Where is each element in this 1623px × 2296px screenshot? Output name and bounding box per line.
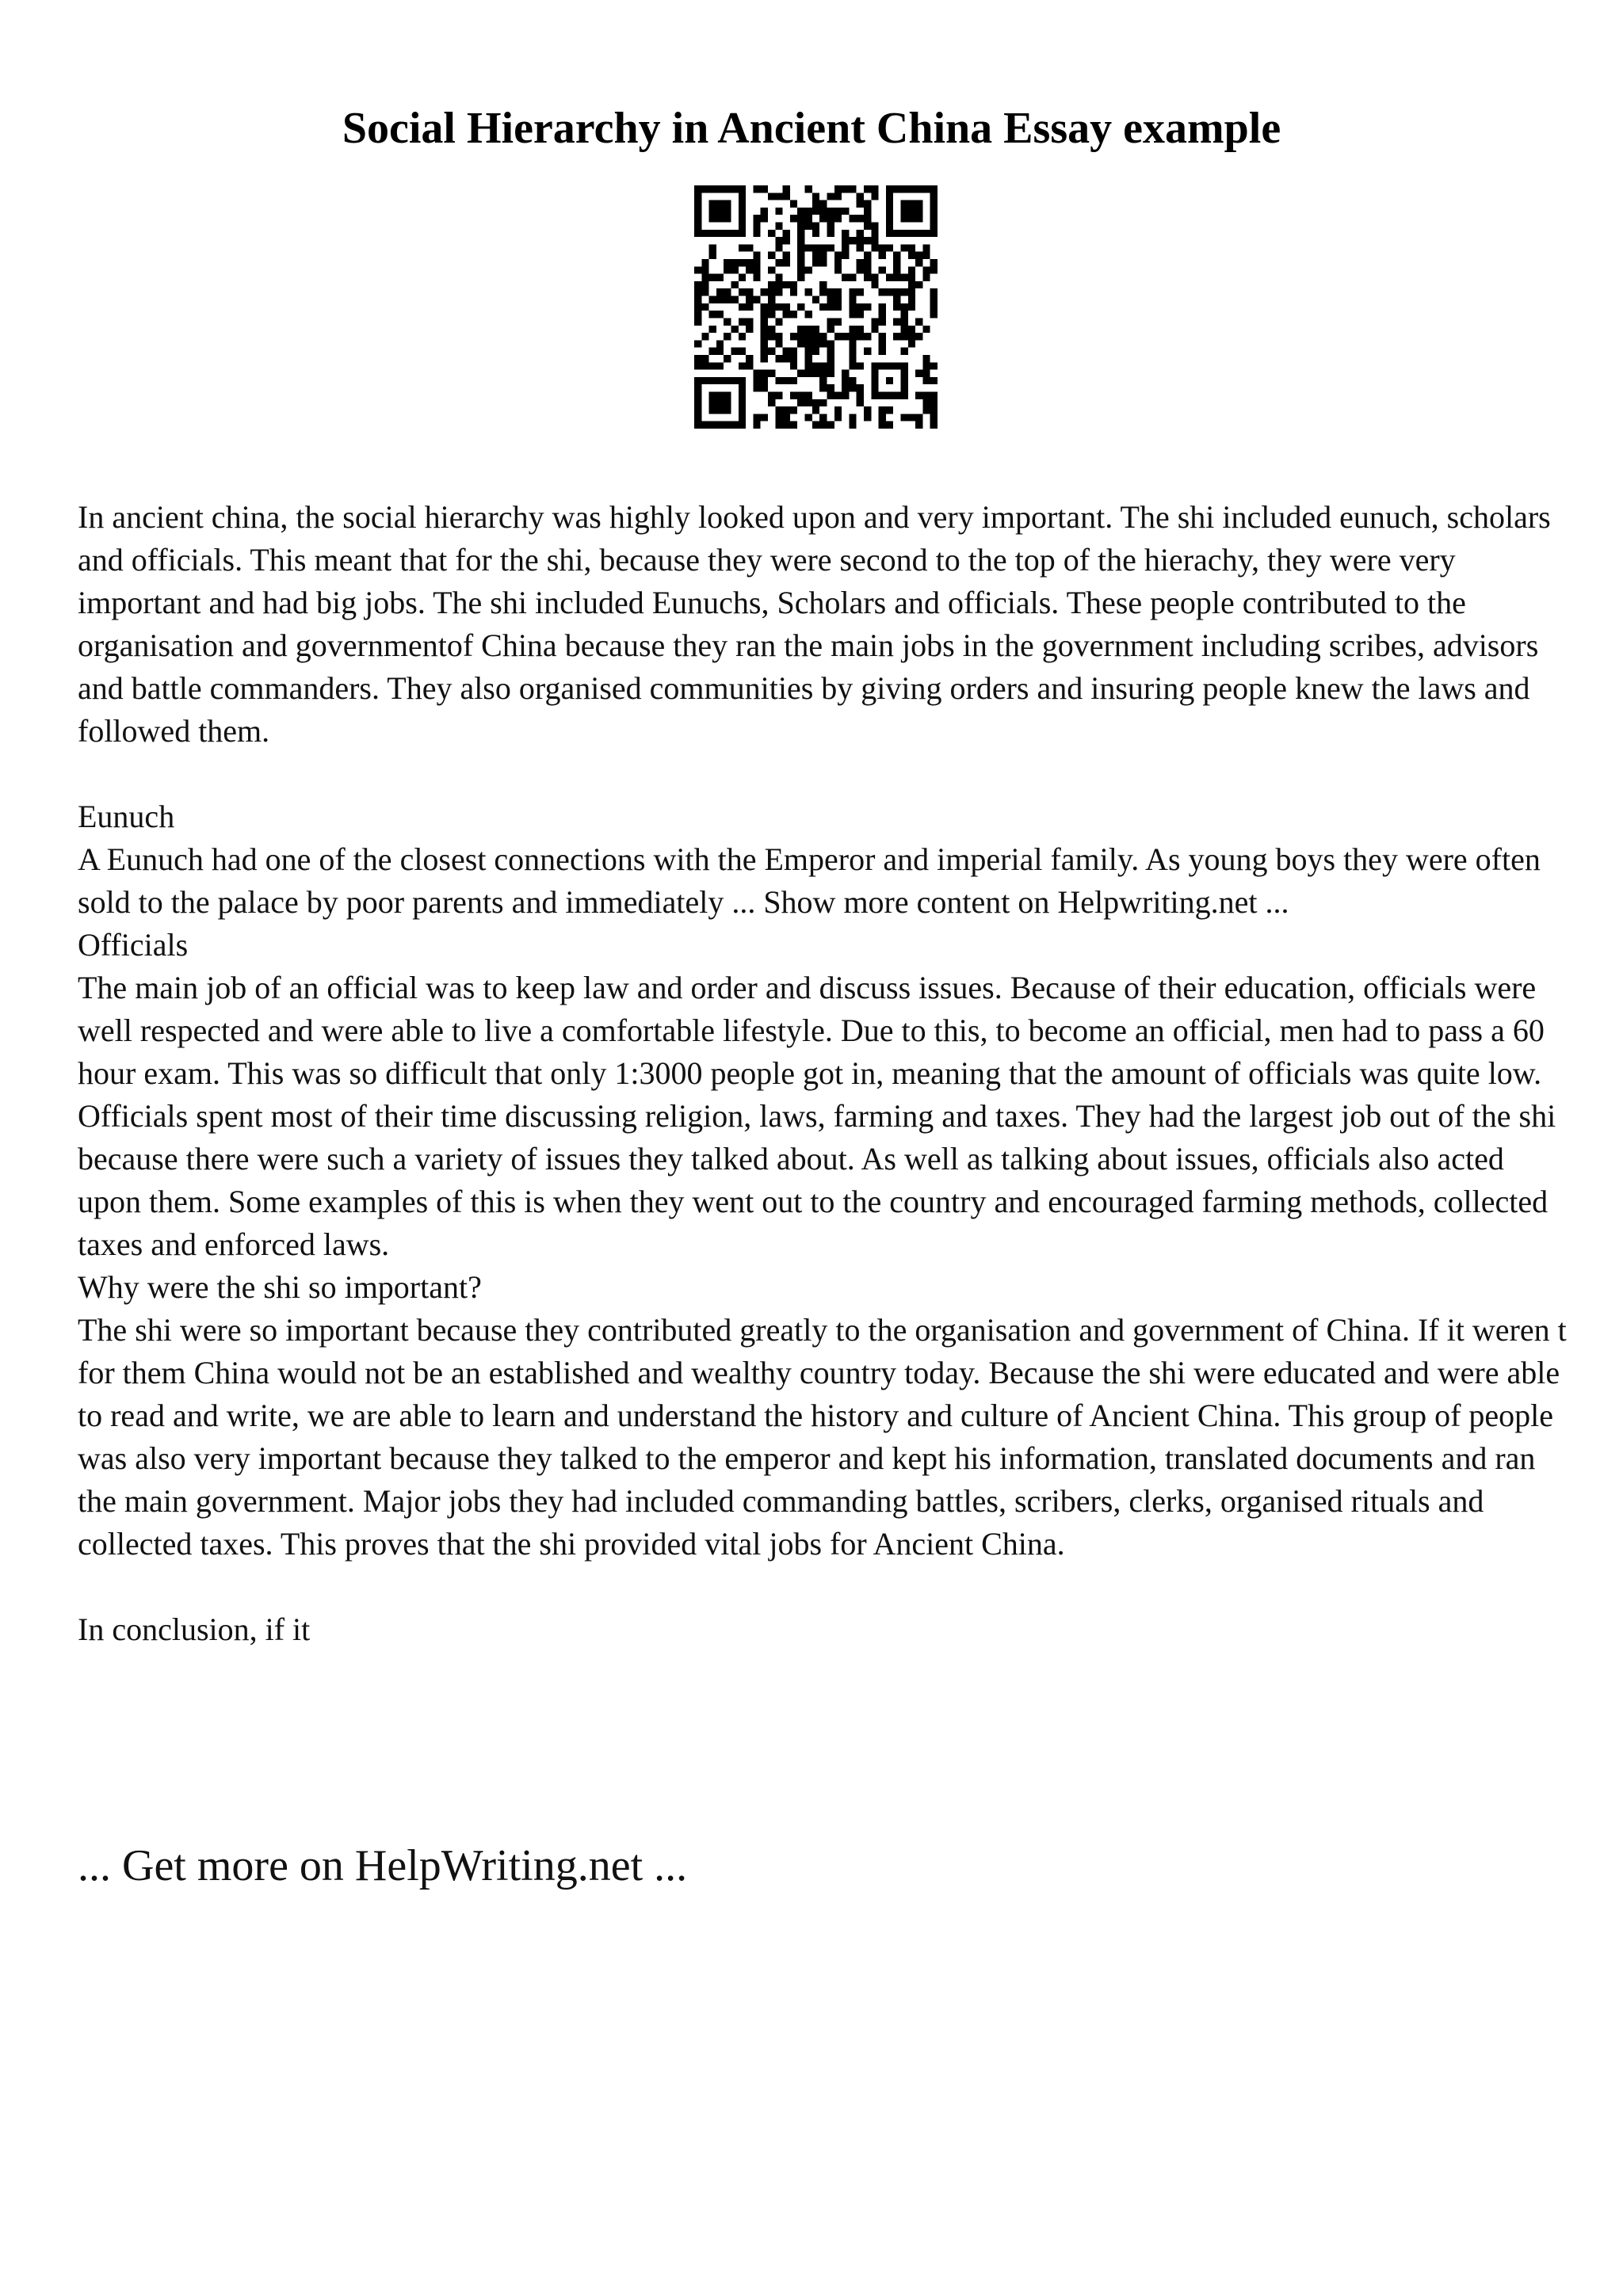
- qr-code-icon: [694, 185, 938, 429]
- paragraph-spacer: [78, 753, 1568, 795]
- officials-heading: Officials: [78, 927, 189, 963]
- eunuch-heading: Eunuch: [78, 799, 175, 834]
- qr-code-graphic: [694, 185, 938, 429]
- eunuch-paragraph: A Eunuch had one of the closest connections with the Emperor and imperial family. As young boys they were often sold to the palace by poor parents and immediately ... Show more content on Helpwriting.net ...: [78, 841, 1541, 920]
- intro-paragraph: In ancient china, the social hierarchy was highly looked upon and very important. The shi included eunuch, scholars and officials. This meant that for the shi, because they were second to the top of the hierachy, they were very important and had big jobs. The shi included Eunuchs, Scholars and officials. These people contributed to the organisation and governmentof China because they ran the main jobs in the government including scribes, advisors and battle commanders. They also organised communities by giving orders and insuring people knew the laws and followed them.: [78, 499, 1551, 749]
- conclusion-paragraph: In conclusion, if it: [78, 1611, 311, 1647]
- page-title: Social Hierarchy in Ancient China Essay example: [342, 104, 1281, 153]
- officials-paragraph: The main job of an official was to keep law and order and discuss issues. Because of their education, officials were well respected and were able to live a comfortable lifestyle. Due to this, to become an official, men had to pass a 60 hour exam. This was so difficult that only 1:3000 people got in, meaning that the amount of officials was quite low. Officials spent most of their time discussing religion, laws, farming and taxes. They had the largest job out of the shi because there were such a variety of issues they talked about. As well as talking about issues, officials also acted upon them. Some examples of this is when they went out to the country and encouraged farming methods, collected taxes and enforced laws.: [78, 970, 1556, 1262]
- paragraph-spacer: [78, 1566, 1568, 1608]
- why-heading: Why were the shi so important?: [78, 1269, 482, 1305]
- get-more-link[interactable]: ... Get more on HelpWriting.net ...: [78, 1841, 688, 1890]
- why-paragraph: The shi were so important because they contributed greatly to the organisation and government of China. If it weren t for them China would not be an established and wealthy country today. Because the shi were educated and were able to read and write, we are able to learn and understand the history and culture of Ancient China. This group of people was also very important because they talked to the emperor and kept his information, translated documents and ran the main government. Major jobs they had included commanding battles, scribers, clerks, organised rituals and collected taxes. This proves that the shi provided vital jobs for Ancient China.: [78, 1312, 1567, 1562]
- essay-body: [78, 496, 1568, 1651]
